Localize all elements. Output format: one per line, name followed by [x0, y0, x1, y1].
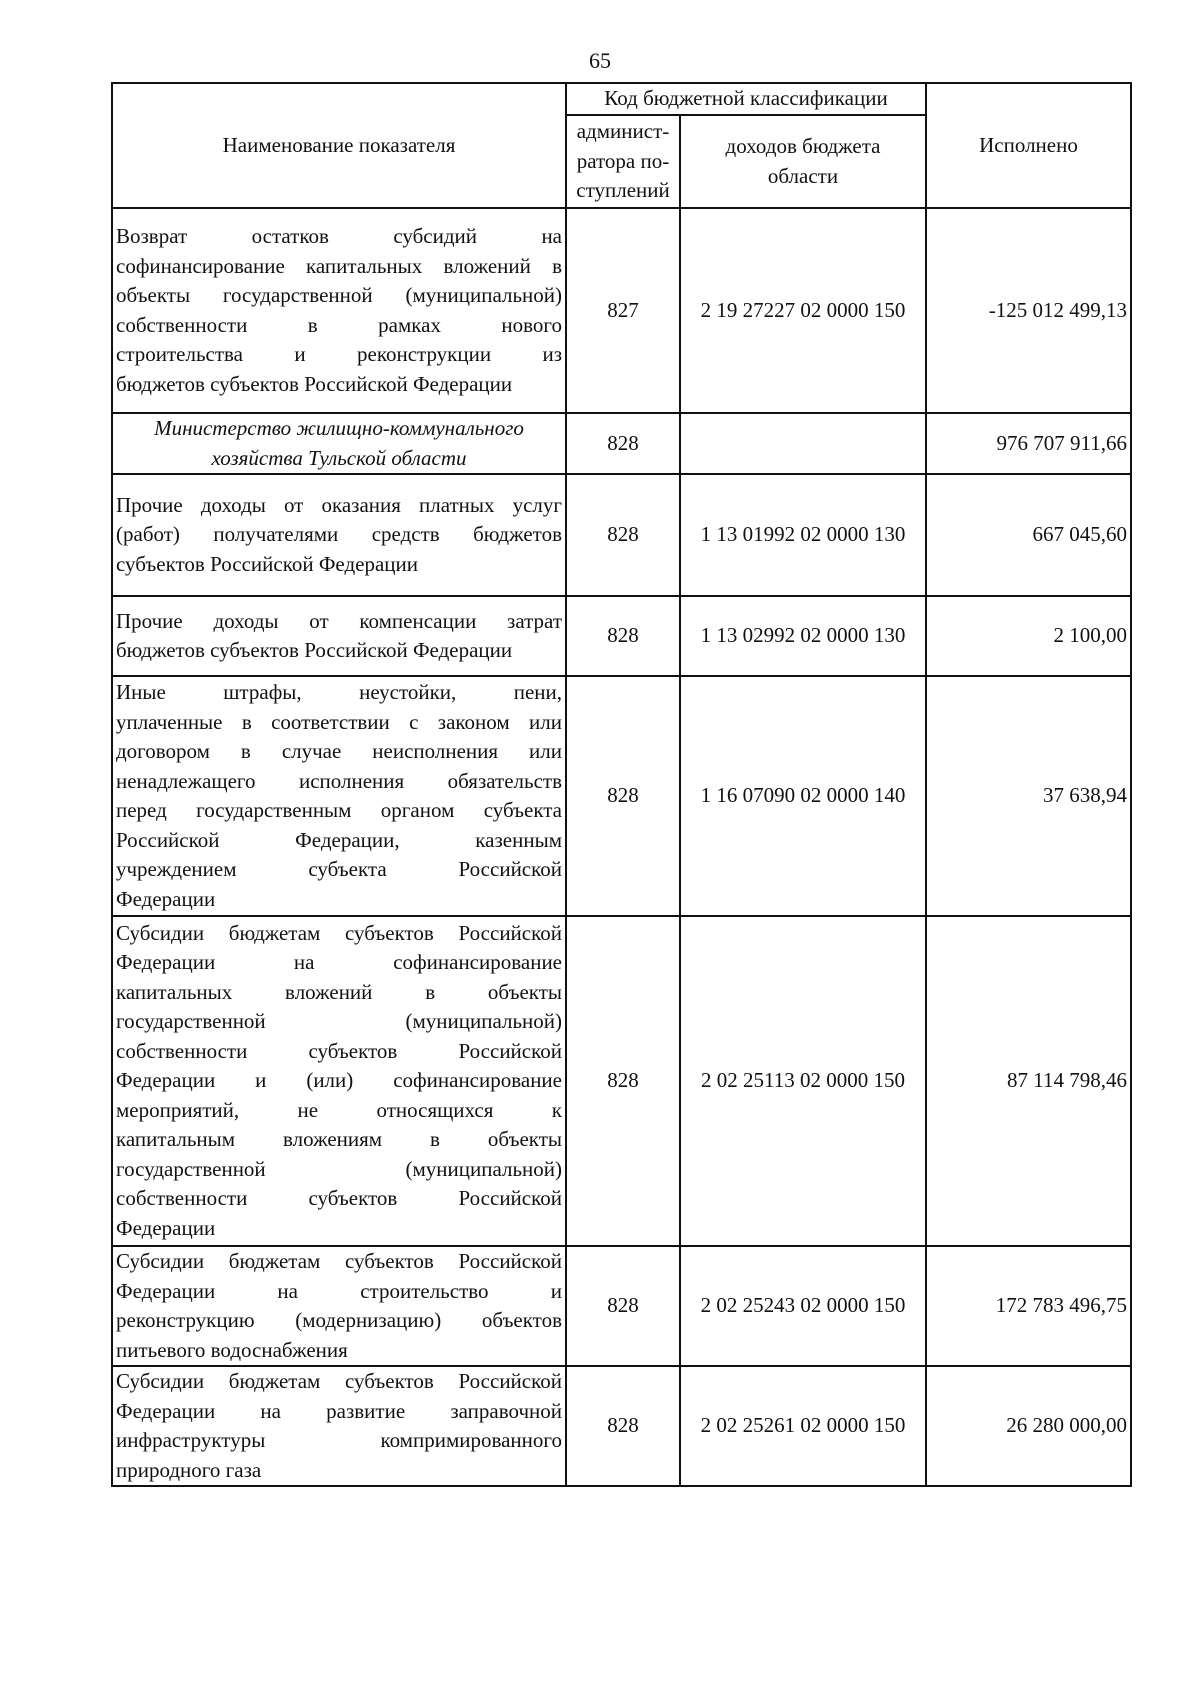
- indicator-name-line: (работ) получателями средств бюджетов: [116, 522, 562, 547]
- indicator-name: [112, 596, 566, 676]
- table-row: [112, 596, 1131, 676]
- administrator-code: 828: [566, 596, 680, 676]
- budget-execution-table: [111, 82, 1132, 1487]
- header-budget-classification-code: Код бюджетной классификации: [566, 83, 926, 115]
- indicator-name-line: Прочие доходы от оказания платных услуг: [116, 492, 562, 517]
- indicator-name-line: уплаченные в соответствии с законом или: [116, 709, 562, 734]
- indicator-name-line: договором в случае неисполнения или: [116, 739, 562, 763]
- header-income-line: области: [767, 163, 839, 188]
- indicator-name-line: инфраструктуры компримированного: [116, 1428, 562, 1452]
- administrator-code: 828: [566, 1246, 680, 1366]
- indicator-name: [112, 1246, 566, 1366]
- indicator-name-line: капитальных вложений в объекты: [116, 979, 562, 1004]
- indicator-name-line: Субсидии бюджетам субъектов Российской: [116, 1249, 562, 1273]
- indicator-name-line: государственной (муниципальной): [116, 1156, 562, 1181]
- indicator-name-line: софинансирование капитальных вложений в: [116, 253, 562, 278]
- table-row: [112, 916, 1131, 1246]
- executed-amount: 2 100,00: [926, 596, 1131, 676]
- income-classification-code: 2 02 25243 02 0000 150: [680, 1246, 926, 1366]
- indicator-name-line: Федерации: [116, 1215, 216, 1240]
- indicator-name-line: Федерации на развитие заправочной: [116, 1398, 562, 1423]
- indicator-name-line: Субсидии бюджетам субъектов Российской: [116, 1369, 562, 1393]
- indicator-name: [112, 676, 566, 916]
- indicator-name-line: хозяйства Тульской области: [211, 445, 467, 470]
- indicator-name: [112, 474, 566, 596]
- administrator-code: 828: [566, 1366, 680, 1486]
- indicator-name-line: Министерство жилищно-коммунального: [154, 416, 524, 440]
- executed-amount: -125 012 499,13: [926, 208, 1131, 413]
- indicator-name-line: Федерации: [116, 886, 216, 911]
- indicator-name-line: ненадлежащего исполнения обязательств: [116, 768, 562, 793]
- header-admin-line: ступлений: [576, 178, 670, 203]
- executed-amount: 37 638,94: [926, 676, 1131, 916]
- ministry-row: [112, 413, 1131, 474]
- header-executed: Исполнено: [926, 83, 1131, 208]
- indicator-name-line: Возврат остатков субсидий на: [116, 224, 562, 248]
- indicator-name-line: бюджетов субъектов Российской Федерации: [116, 638, 513, 662]
- indicator-name-line: Федерации на софинансирование: [116, 950, 562, 975]
- indicator-name-line: природного газа: [116, 1457, 262, 1482]
- indicator-name-line: собственности субъектов Российской: [116, 1038, 562, 1063]
- administrator-code: 828: [566, 474, 680, 596]
- indicator-name-line: Федерации на строительство и: [116, 1278, 562, 1303]
- executed-amount: 87 114 798,46: [926, 916, 1131, 1246]
- table-row: [112, 208, 1131, 413]
- income-classification-code: 2 19 27227 02 0000 150: [680, 208, 926, 413]
- indicator-name-line: учреждением субъекта Российской: [116, 857, 562, 881]
- header-admin-line: админист-: [576, 119, 670, 144]
- indicator-name: [112, 208, 566, 413]
- page-number: 65: [589, 48, 611, 73]
- indicator-name-line: бюджетов субъектов Российской Федерации: [116, 371, 513, 396]
- income-classification-code: 2 02 25261 02 0000 150: [680, 1366, 926, 1486]
- table-row: [112, 1246, 1131, 1366]
- indicator-name-line: Федерации и (или) софинансирование: [116, 1068, 562, 1093]
- executed-amount: 976 707 911,66: [926, 413, 1131, 474]
- indicator-name-line: строительства и реконструкции из: [116, 342, 562, 366]
- table-row: [112, 1366, 1131, 1486]
- indicator-name-line: субъектов Российской Федерации: [116, 551, 419, 576]
- indicator-name-line: Субсидии бюджетам субъектов Российской: [116, 920, 562, 945]
- indicator-name-line: Иные штрафы, неустойки, пени,: [116, 680, 562, 704]
- income-classification-code: 1 16 07090 02 0000 140: [680, 676, 926, 916]
- administrator-code: 827: [566, 208, 680, 413]
- indicator-name-line: Прочие доходы от компенсации затрат: [116, 608, 562, 633]
- income-classification-code: 1 13 02992 02 0000 130: [680, 596, 926, 676]
- indicator-name-line: капитальным вложениям в объекты: [116, 1127, 562, 1152]
- indicator-name-line: Российской Федерации, казенным: [116, 827, 562, 852]
- indicator-name-line: питьевого водоснабжения: [116, 1337, 348, 1362]
- header-admin-line: ратора по-: [576, 148, 670, 173]
- administrator-code: 828: [566, 916, 680, 1246]
- indicator-name-line: перед государственным органом субъекта: [116, 798, 562, 822]
- table-body: [112, 208, 1131, 1486]
- indicator-name-line: государственной (муниципальной): [116, 1009, 562, 1034]
- indicator-name-line: собственности в рамках нового: [116, 312, 562, 337]
- header-indicator-name: Наименование показателя: [112, 83, 566, 208]
- header-revenue-administrator: [566, 115, 680, 208]
- income-classification-code: 1 13 01992 02 0000 130: [680, 474, 926, 596]
- header-regional-budget-income: [680, 115, 926, 208]
- indicator-name-line: реконструкцию (модернизацию) объектов: [116, 1308, 562, 1332]
- administrator-code: 828: [566, 413, 680, 474]
- indicator-name: [112, 916, 566, 1246]
- header-income-line: доходов бюджета: [725, 134, 881, 158]
- ministry-name: [112, 413, 566, 474]
- table-row: [112, 676, 1131, 916]
- executed-amount: 172 783 496,75: [926, 1246, 1131, 1366]
- table-row: [112, 474, 1131, 596]
- indicator-name: [112, 1366, 566, 1486]
- indicator-name-line: мероприятий, не относящихся к: [116, 1097, 562, 1122]
- executed-amount: 667 045,60: [926, 474, 1131, 596]
- indicator-name-line: собственности субъектов Российской: [116, 1186, 562, 1211]
- executed-amount: 26 280 000,00: [926, 1366, 1131, 1486]
- administrator-code: 828: [566, 676, 680, 916]
- table-header-row: [112, 83, 1131, 115]
- income-classification-code: [680, 413, 926, 474]
- income-classification-code: 2 02 25113 02 0000 150: [680, 916, 926, 1246]
- indicator-name-line: объекты государственной (муниципальной): [116, 283, 562, 307]
